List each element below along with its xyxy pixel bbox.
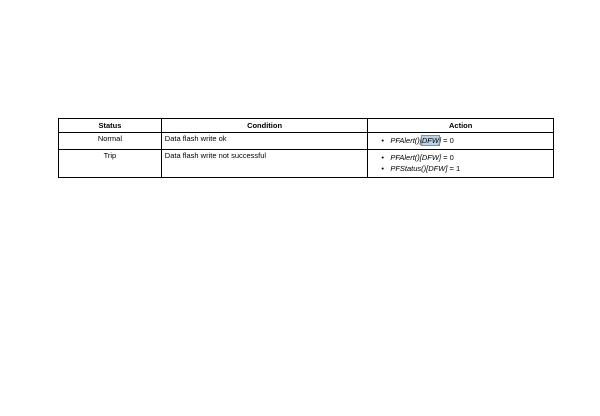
action-list [371,153,550,173]
table-header-row [59,119,554,133]
header-action: Action [368,119,554,133]
action-close: ] [438,136,442,145]
bullet: • [381,164,384,173]
action-item [381,136,550,145]
bullet: • [381,153,384,162]
action-cell [368,150,554,178]
action-value: = 1 [447,164,461,173]
bullet: • [381,136,384,145]
action-func: PFAlert()[ [390,153,422,162]
header-status: Status [59,119,162,133]
action-func: PFStatus()[ [390,164,429,173]
table-row [59,150,554,178]
action-close: ] [438,153,442,162]
condition-cell: Data flash write ok [161,133,368,150]
status-table [58,118,554,178]
action-item [381,164,550,173]
condition-cell: Data flash write not successful [161,150,368,178]
status-cell: Trip [59,150,162,178]
table-row [59,133,554,150]
action-flag: DFW [428,164,446,173]
action-func: PFAlert()[ [390,136,422,145]
action-close: ] [445,164,448,173]
action-value: = 0 [441,153,454,162]
action-flag: DFW [421,153,439,162]
action-flag-highlighted: DFW [421,136,439,145]
action-value: = 0 [441,136,454,145]
status-cell: Normal [59,133,162,150]
header-condition: Condition [161,119,368,133]
action-item [381,153,550,162]
action-cell [368,133,554,150]
action-list [371,136,550,145]
